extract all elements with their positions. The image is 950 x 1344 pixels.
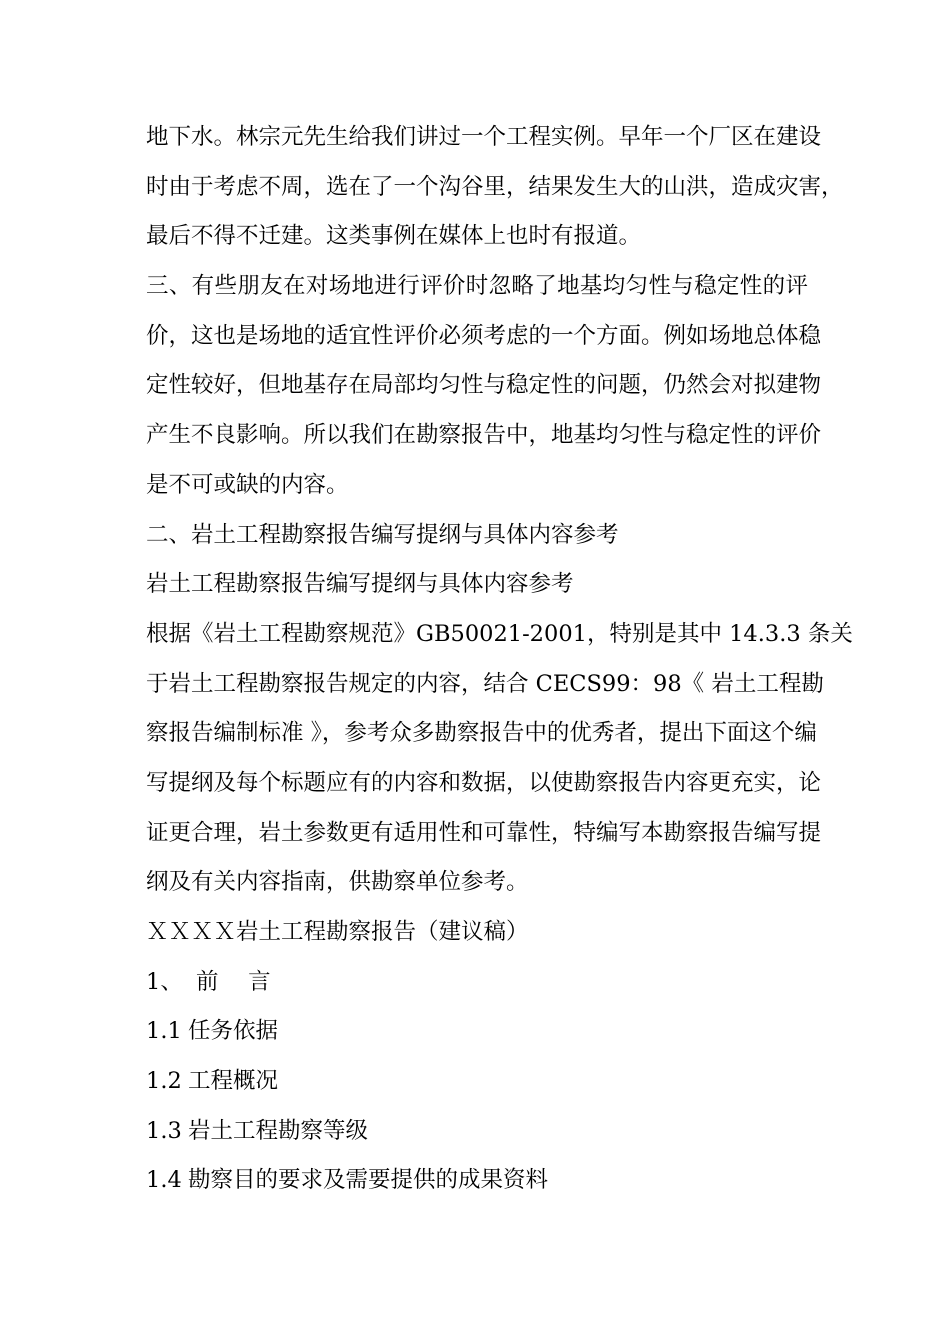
document-body xyxy=(146,113,853,1206)
outline-title: 前 言 xyxy=(196,968,271,995)
text-line: 写提纲及每个标题应有的内容和数据，以使勘察报告内容更充实，论 xyxy=(146,769,822,796)
paragraph-foundation-uniformity xyxy=(146,262,822,510)
paragraph-outline-intro xyxy=(146,610,853,908)
outline-list xyxy=(146,958,808,1206)
text-line: 于岩土工程勘察报告规定的内容，结合 CECS99：98《 岩土工程勘 xyxy=(146,670,824,697)
outline-item xyxy=(146,1057,808,1107)
text-line: 是不可或缺的内容。 xyxy=(146,471,349,498)
text-line: 时由于考虑不周，选在了一个沟谷里，结果发生大的山洪，造成灾害， xyxy=(146,173,844,200)
outline-title: 勘察目的要求及需要提供的成果资料 xyxy=(188,1167,549,1194)
outline-number: 1.3 xyxy=(146,1117,182,1144)
outline-item xyxy=(146,1007,808,1057)
text-line: 定性较好，但地基存在局部均匀性与稳定性的问题，仍然会对拟建物 xyxy=(146,372,822,399)
outline-number: 1.2 xyxy=(146,1068,182,1095)
outline-item xyxy=(146,958,808,1008)
text-line: 价，这也是场地的适宜性评价必须考虑的一个方面。例如场地总体稳 xyxy=(146,322,822,349)
outline-number: 1、 xyxy=(146,968,183,995)
text-line: 察报告编制标准 》，参考众多勘察报告中的优秀者，提出下面这个编 xyxy=(146,720,817,747)
text-line: 证更合理，岩土参数更有适用性和可靠性，特编写本勘察报告编写提 xyxy=(146,819,822,846)
outline-number: 1.1 xyxy=(146,1018,182,1045)
paragraph-site-selection xyxy=(146,113,844,262)
section-subheading: 岩土工程勘察报告编写提纲与具体内容参考 xyxy=(146,571,574,598)
outline-title: 任务依据 xyxy=(188,1018,279,1045)
outline-number: 1.4 xyxy=(146,1167,182,1194)
outline-item xyxy=(146,1156,808,1206)
outline-item xyxy=(146,1107,808,1157)
text-line: 纲及有关内容指南，供勘察单位参考。 xyxy=(146,869,529,896)
text-line: 最后不得不迁建。这类事例在媒体上也时有报道。 xyxy=(146,223,642,250)
text-line: 三、有些朋友在对场地进行评价时忽略了地基均匀性与稳定性的评 xyxy=(146,273,808,300)
section-heading: 二、岩土工程勘察报告编写提纲与具体内容参考 xyxy=(146,521,619,548)
report-title: ＸＸＸＸ岩土工程勘察报告（建议稿） xyxy=(146,919,529,945)
outline-title: 岩土工程勘察等级 xyxy=(188,1117,369,1144)
text-line: 根据《岩土工程勘察规范》GB50021-2001，特别是其中 14.3.3 条关 xyxy=(146,620,853,647)
text-line: 地下水。林宗元先生给我们讲过一个工程实例。早年一个厂区在建设 xyxy=(146,124,822,150)
text-line: 产生不良影响。所以我们在勘察报告中，地基均匀性与稳定性的评价 xyxy=(146,422,822,449)
outline-title: 工程概况 xyxy=(188,1068,279,1095)
